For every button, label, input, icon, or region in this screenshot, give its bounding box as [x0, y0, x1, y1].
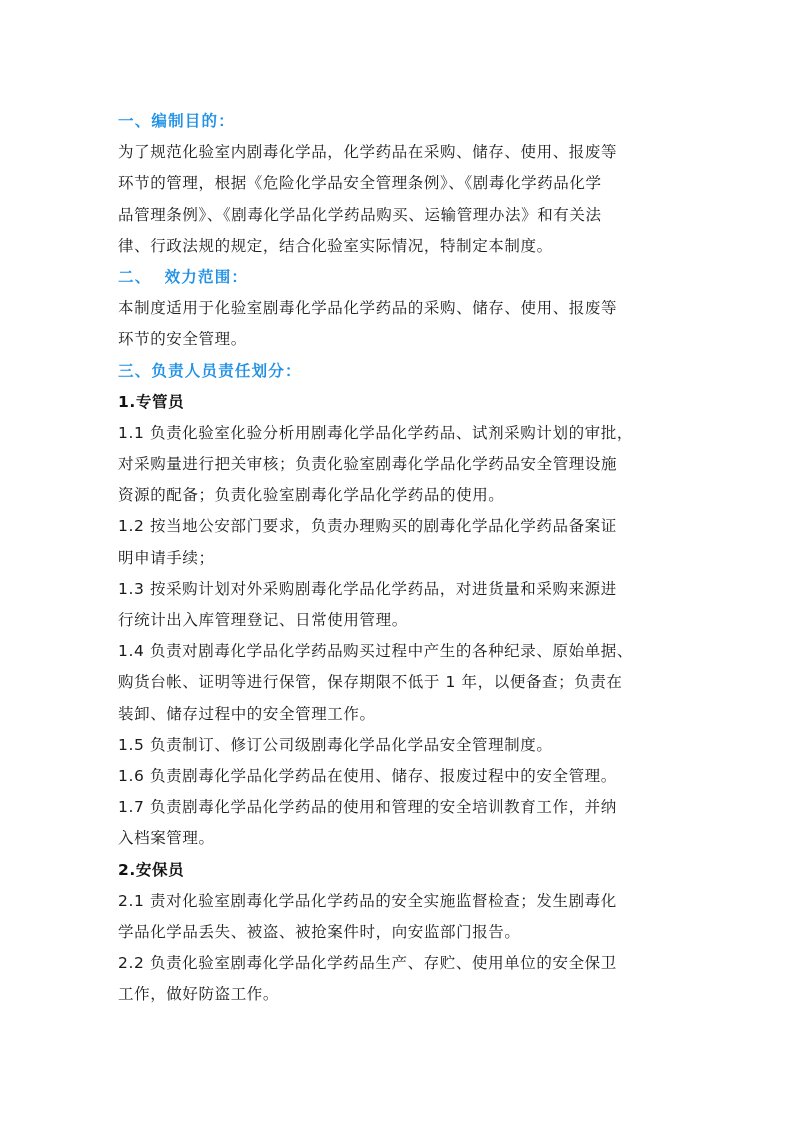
text-line: 对采购量进行把关审核；负责化验室剧毒化学品化学药品安全管理设施: [118, 455, 618, 474]
text-line: 1.5 负责制订、修订公司级剧毒化学品化学品安全管理制度。: [118, 735, 553, 754]
text-line: 1.4 负责对剧毒化学品化学药品购买过程中产生的各种纪录、原始单据、: [118, 642, 633, 661]
text-line: 1.7 负责剧毒化学品化学药品的使用和管理的安全培训教育工作，并纳: [118, 798, 617, 817]
paragraph-1-5: [118, 730, 678, 761]
text-line: 1.1 负责化验室化验分析用剧毒化学品化学药品、试剂采购计划的审批，: [118, 423, 633, 442]
text-line: 环节的管理，根据《危险化学品安全管理条例》、《剧毒化学药品化学: [118, 174, 602, 193]
paragraph-purpose: [118, 137, 678, 262]
paragraph-2-2: [118, 948, 678, 1010]
text-line: 资源的配备；负责化验室剧毒化学品化学药品的使用。: [118, 486, 505, 505]
text-line: 2.2 负责化验室剧毒化学品化学药品生产、存贮、使用单位的安全保卫: [118, 954, 617, 973]
paragraph-1-1: [118, 418, 678, 512]
section-heading-purpose: 一、编制目的：: [118, 112, 235, 130]
paragraph-1-6: [118, 761, 678, 792]
text-line: 明申请手续；: [118, 548, 215, 567]
section-heading-responsibilities: 三、负责人员责任划分：: [118, 361, 302, 380]
text-line: 2.1 责对化验室剧毒化学品化学药品的安全实施监督检查；发生剧毒化: [118, 891, 617, 910]
paragraph-1-4: [118, 636, 678, 730]
section-heading-scope: 二、 效力范围：: [118, 267, 249, 286]
document-page: [118, 106, 678, 1010]
text-line: 装卸、储存过程中的安全管理工作。: [118, 704, 376, 723]
text-line: 本制度适用于化验室剧毒化学品化学药品的采购、储存、使用、报废等: [118, 299, 618, 318]
text-line: 为了规范化验室内剧毒化学品，化学药品在采购、储存、使用、报废等: [118, 143, 618, 162]
text-line: 品管理条例》、《剧毒化学品化学药品购买、运输管理办法》和有关法: [118, 205, 602, 224]
text-line: 1.2 按当地公安部门要求，负责办理购买的剧毒化学品化学药品备案证: [118, 517, 617, 536]
paragraph-2-1: [118, 886, 678, 948]
text-line: 购货台帐、证明等进行保管，保存期限不低于 1 年，以便备查；负责在: [118, 673, 623, 692]
text-line: 环节的安全管理。: [118, 330, 247, 349]
text-line: 工作，做好防盗工作。: [118, 985, 280, 1004]
paragraph-1-7: [118, 792, 678, 854]
text-line: 1.6 负责剧毒化学品化学药品在使用、储存、报废过程中的安全管理。: [118, 766, 617, 785]
text-line: 入档案管理。: [118, 829, 215, 848]
text-line: 行统计出入库管理登记、日常使用管理。: [118, 611, 408, 629]
subheading-specialist: 1.专管员: [118, 392, 185, 411]
text-line: 1.3 按采购计划对外采购剧毒化学品化学药品，对进货量和采购来源进: [118, 579, 617, 598]
paragraph-1-2: [118, 511, 678, 573]
paragraph-scope: [118, 293, 678, 355]
text-line: 律、行政法规的规定，结合化验室实际情况，特制定本制度。: [118, 236, 553, 255]
paragraph-1-3: [118, 574, 678, 636]
text-line: 学品化学品丢失、被盗、被抢案件时，向安监部门报告。: [118, 922, 521, 941]
subheading-security: 2.安保员: [118, 860, 185, 879]
